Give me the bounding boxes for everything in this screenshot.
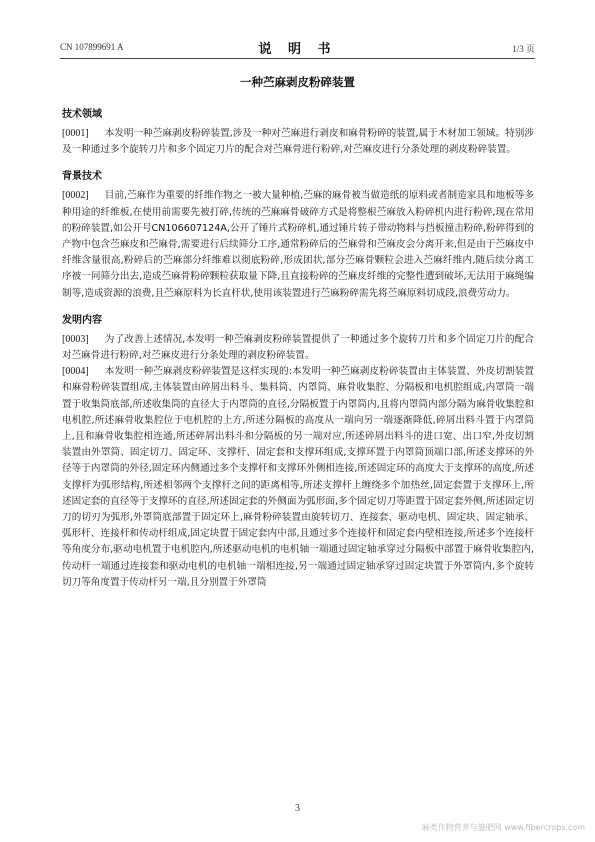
patent-number: CN 107899691 A [60,42,124,52]
page-header [60,38,535,56]
site-watermark: 麻类作物营养与施肥网 www.fibercrops.com [421,823,585,832]
paragraph-0004 [62,364,534,591]
page-indicator: 1/3 页 [512,44,535,54]
section-heading: 发明内容 [62,314,102,326]
paragraph-text: 为了改善上述情况,本发明一种苎麻剥皮粉碎装置提供了一种通过多个旋转刀片和多个固定刀片的配合对苎麻骨进行粉碎,对苎麻皮进行分条处理的剥皮粉碎装置。 [62,333,534,362]
section-heading: 背景技术 [62,171,102,183]
section-summary [62,314,534,591]
page-number: 3 [295,803,300,814]
section-technical-field [62,108,534,158]
paragraph-0003 [62,332,534,364]
section-background [62,170,534,301]
paragraph-text: 本发明一种苎麻剥皮粉碎装置,涉及一种对苎麻进行剥皮和麻骨粉碎的装置,属于木材加工领域。特别涉及一种通过多个旋转刀片和多个固定刀片的配合对苎麻骨进行粉碎,对苎麻皮进行分条处理的剥皮粉碎装置。 [62,128,534,156]
document-type: 说 明 书 [258,42,337,57]
paragraph-text: 目前,苎麻作为重要的纤维作物之一被大量种植,苎麻的麻骨被当做造纸的原料或者制造家具和地板等多种用途的纤维板,在使用前需要先被打碎,传统的苎麻麻骨破碎方式是将整根苎麻放入粉碎机内进行粉碎,现在常用的粉碎装置,如公开号CN106607124A,公开了锤片式粉碎机,通过锤片转子带动物料与挡板撞击粉碎,粉碎得到的产物中包含苎麻皮和苎麻骨,需要进行后续筛分工序,通常粉碎后的苎麻骨和苎麻皮会分离开来,但是由于苎麻皮中纤维含量很高,粉碎后的苎麻部分纤维难以彻底粉碎,形成团状,部分苎麻骨颗粒会进入苎麻纤维内,随后续分离工序被一同筛分出去,造成苎麻骨粉碎颗粒获取量下降,且直接粉碎的苎麻皮纤维的完整性遭到破坏,无法用于麻绳编制等,造成资源的浪费,且苎麻原料为长直杆状,使用该装置进行苎麻粉碎需先将苎麻原料切成段,浪费劳动力。 [62,190,534,299]
paragraph-number: [0004] [62,366,89,378]
document-title: 一种苎麻剥皮粉碎装置 [240,75,355,89]
paragraph-0001 [62,126,534,158]
header-rule [60,58,535,59]
paragraph-number: [0002] [62,190,89,202]
paragraph-number: [0001] [62,128,89,139]
paragraph-number: [0003] [62,333,89,345]
section-heading: 技术领域 [62,109,102,120]
paragraph-0002 [62,188,534,301]
document-body [62,108,534,591]
paragraph-text: 本发明一种苎麻剥皮粉碎装置是这样实现的:本发明一种苎麻剥皮粉碎装置由主体装置、外皮切割装置和麻骨粉碎装置组成,主体装置由碎屑出料斗、集料筒、内罩筒、麻骨收集腔、分隔板和电机腔组成,内罩筒一端置于收集筒底部,所述收集筒的直径大于内罩筒的直径,分隔板置于内罩筒内,且将内罩筒内部分隔为麻骨收集腔和电机腔,所述麻骨收集腔位于电机腔的上方,所述分隔板的高度从一端向另一端逐渐降低,碎屑出料斗置于内罩筒上,且和麻骨收集腔相连通,所述碎屑出料斗和分隔板的另一端对应,所述碎屑出料斗的进口宽、出口窄,外皮切割装置由外罩筒、固定切刀、固定环、支撑杆、固定套和支撑环组成,支撑环置于内罩筒顶端口部,所述支撑环的外径等于内罩筒的外径,固定环内侧通过多个支撑杆和支撑环外侧相连接,所述固定环的高度大于支撑环的高度,所述支撑杆为弧形结构,所述相邻两个支撑杆之间的距离相等,所述支撑杆上缠绕多个加热丝,固定套置于支撑环上,所述固定套的直径等于支撑环的直径,所述固定套的外侧面为弧形面,多个固定切刀等距置于固定套外侧,所述固定切刀的切刃为弧形,外罩筒底部置于固定环上,麻骨粉碎装置由旋转切刀、连接套、驱动电机、固定块、固定轴承、弧形杆、连接杆和传动杆组成,固定块置于固定套内中部,且通过多个连接杆和固定套内壁相连接,所述多个连接杆等角度分布,驱动电机置于电机腔内,所述驱动电机的电机轴一端通过固定轴承穿过分隔板中部置于麻骨收集腔内,传动杆一端通过连接套和驱动电机的电机轴一端相连接,另一端通过固定轴承穿过固定块置于外罩筒内,多个旋转切刀等角度置于传动杆另一端,且分别置于外罩筒 [62,366,534,588]
